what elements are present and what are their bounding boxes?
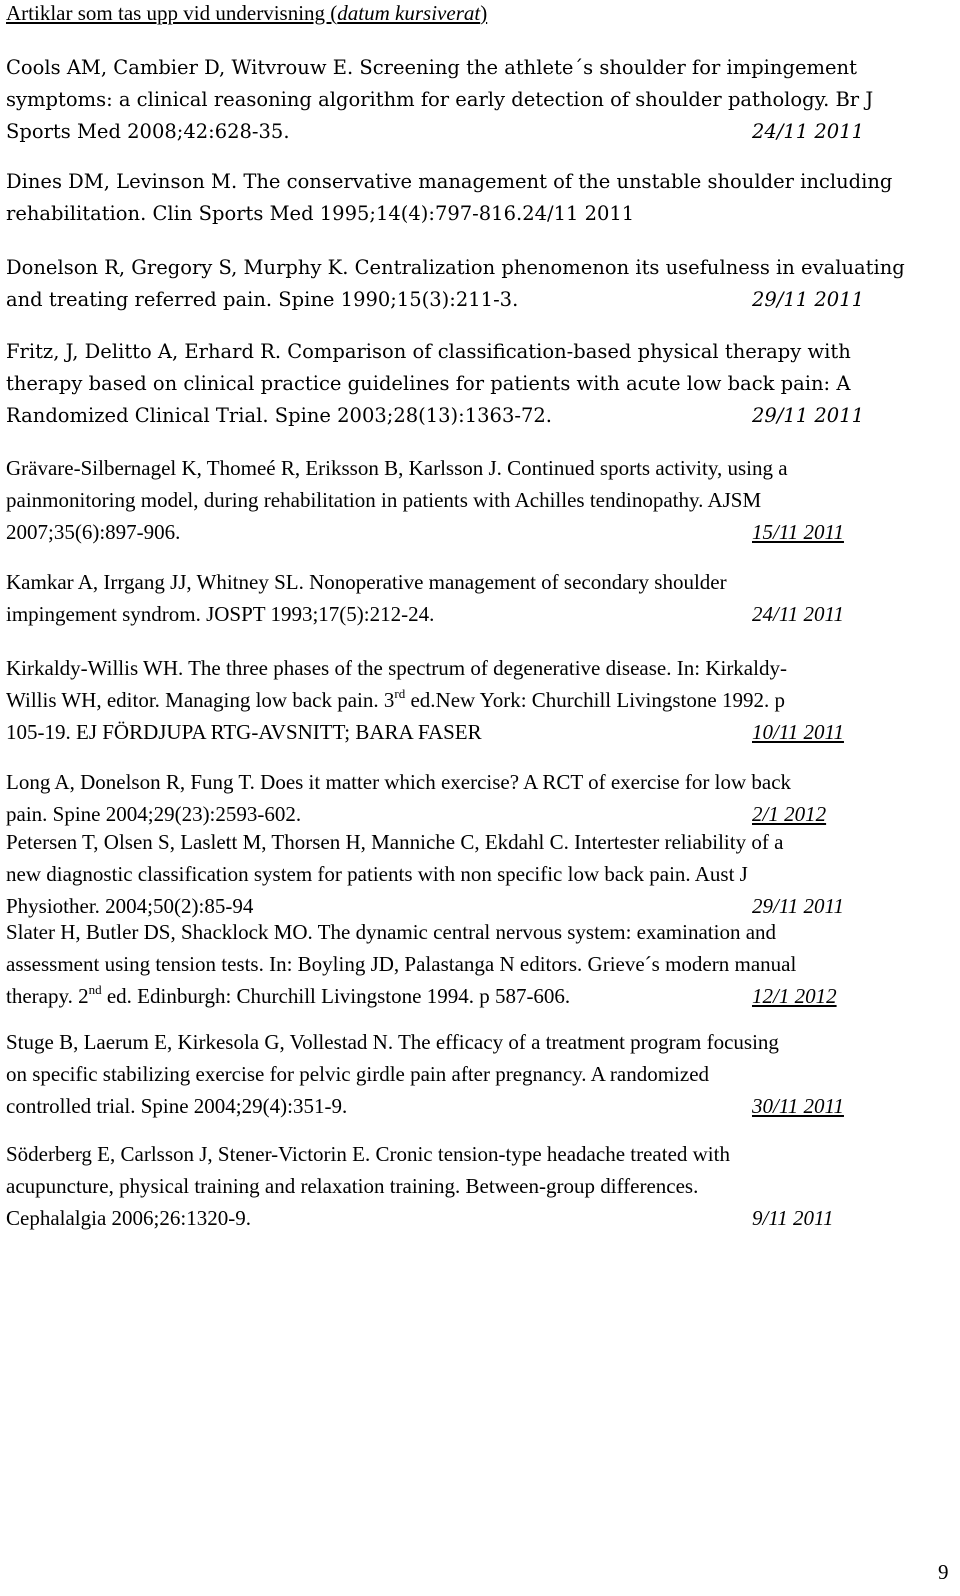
reference-text: Willis WH, editor. Managing low back pain. 3 (6, 688, 395, 712)
reference-text: Physiother. 2004;50(2):85-94 (6, 894, 254, 918)
reference-line: Slater H, Butler DS, Shacklock MO. The dynamic central nervous system: examination and (6, 920, 777, 944)
reference-line (6, 1202, 946, 1234)
reference-text: impingement syndrom. JOSPT 1993;17(5):212-24. (6, 602, 435, 626)
reference-line: therapy based on clinical practice guidelines for patients with acute low back pain: A (6, 372, 851, 395)
lecture-date: 29/11 2011 (752, 288, 865, 311)
ordinal-suffix: rd (394, 686, 406, 701)
reference-text: rehabilitation. Clin Sports Med 1995;14(4):797-816. (6, 202, 523, 225)
lecture-date: 30/11 2011 (752, 1094, 844, 1118)
reference-item (6, 826, 946, 922)
reference-item (6, 766, 946, 830)
reference-text: and treating referred pain. Spine 1990;15(3):211-3. (6, 288, 519, 311)
reference-line (6, 400, 946, 432)
page-number: 9 (938, 1560, 949, 1584)
reference-line: Long A, Donelson R, Fung T. Does it matter which exercise? A RCT of exercise for low back (6, 770, 792, 794)
reference-line: Grävare-Silbernagel K, Thomeé R, Eriksson B, Karlsson J. Continued sports activity, using a (6, 456, 788, 480)
reference-line: Kirkaldy-Willis WH. The three phases of the spectrum of degenerative disease. In: Kirkaldy- (6, 656, 787, 680)
reference-line: Kamkar A, Irrgang JJ, Whitney SL. Nonoperative management of secondary shoulder (6, 570, 727, 594)
reference-line: painmonitoring model, during rehabilitation in patients with Achilles tendinopathy. AJSM (6, 488, 762, 512)
reference-line (6, 598, 946, 630)
reference-item (6, 566, 946, 630)
reference-line (6, 1090, 946, 1122)
reference-line: Stuge B, Laerum E, Kirkesola G, Vollestad N. The efficacy of a treatment program focusing (6, 1030, 779, 1054)
reference-line (6, 198, 946, 230)
reference-text: pain. Spine 2004;29(23):2593-602. (6, 802, 302, 826)
lecture-date: 24/11 2011 (522, 202, 635, 225)
reference-line: Söderberg E, Carlsson J, Stener-Victorin E. Cronic tension-type headache treated with (6, 1142, 730, 1166)
lecture-date: 29/11 2011 (752, 404, 865, 427)
reference-item (6, 252, 946, 316)
reference-line: assessment using tension tests. In: Boyling JD, Palastanga N editors. Grieve´s modern manual (6, 952, 797, 976)
lecture-date: 2/1 2012 (752, 802, 827, 826)
reference-line (6, 684, 946, 716)
lecture-date: 9/11 2011 (752, 1206, 834, 1230)
reference-item (6, 916, 946, 1012)
reference-text: controlled trial. Spine 2004;29(4):351-9. (6, 1094, 348, 1118)
reference-line: Dines DM, Levinson M. The conservative management of the unstable shoulder including (6, 170, 893, 193)
reference-line: Petersen T, Olsen S, Laslett M, Thorsen H, Manniche C, Ekdahl C. Intertester reliability of a (6, 830, 784, 854)
reference-item (6, 452, 946, 548)
reference-text: Randomized Clinical Trial. Spine 2003;28(13):1363-72. (6, 404, 552, 427)
reference-item (6, 52, 946, 148)
reference-item (6, 166, 946, 230)
reference-line (6, 980, 946, 1012)
reference-item (6, 652, 946, 748)
reference-text: Cephalalgia 2006;26:1320-9. (6, 1206, 251, 1230)
reference-text: 105-19. EJ FÖRDJUPA RTG-AVSNITT; BARA FASER (6, 720, 482, 744)
heading-suffix: ) (480, 1, 488, 25)
reference-item (6, 1026, 946, 1122)
lecture-date: 24/11 2011 (752, 602, 844, 626)
reference-line: Cools AM, Cambier D, Witvrouw E. Screening the athlete´s shoulder for impingement (6, 56, 857, 79)
reference-line: new diagnostic classification system for patients with non specific low back pain. Aust J (6, 862, 748, 886)
reference-line (6, 716, 946, 748)
reference-line: Fritz, J, Delitto A, Erhard R. Comparison of classification-based physical therapy with (6, 340, 851, 363)
heading-prefix: Artiklar som tas upp vid undervisning ( (6, 1, 338, 25)
reference-text: Sports Med 2008;42:628-35. (6, 120, 290, 143)
lecture-date: 12/1 2012 (752, 984, 837, 1008)
reference-line (6, 284, 946, 316)
reference-line (6, 116, 946, 148)
reference-item (6, 336, 946, 432)
lecture-date: 29/11 2011 (752, 894, 844, 918)
reference-line: acupuncture, physical training and relaxation training. Between-group differences. (6, 1174, 699, 1198)
reference-text: therapy. 2 (6, 984, 89, 1008)
lecture-date: 15/11 2011 (752, 520, 844, 544)
ordinal-suffix: nd (88, 982, 102, 997)
lecture-date: 10/11 2011 (752, 720, 844, 744)
lecture-date: 24/11 2011 (752, 120, 865, 143)
section-heading (6, 0, 487, 26)
reference-line: on specific stabilizing exercise for pelvic girdle pain after pregnancy. A randomized (6, 1062, 710, 1086)
reference-item (6, 1138, 946, 1234)
heading-italic: datum kursiverat (337, 1, 481, 25)
reference-text: 2007;35(6):897-906. (6, 520, 181, 544)
reference-text: ed. Edinburgh: Churchill Livingstone 1994. p 587-606. (101, 984, 571, 1008)
reference-line (6, 516, 946, 548)
reference-line: Donelson R, Gregory S, Murphy K. Centralization phenomenon its usefulness in evaluating (6, 256, 905, 279)
reference-text: ed.New York: Churchill Livingstone 1992. p (405, 688, 785, 712)
reference-line: symptoms: a clinical reasoning algorithm for early detection of shoulder pathology. Br J (6, 88, 874, 111)
